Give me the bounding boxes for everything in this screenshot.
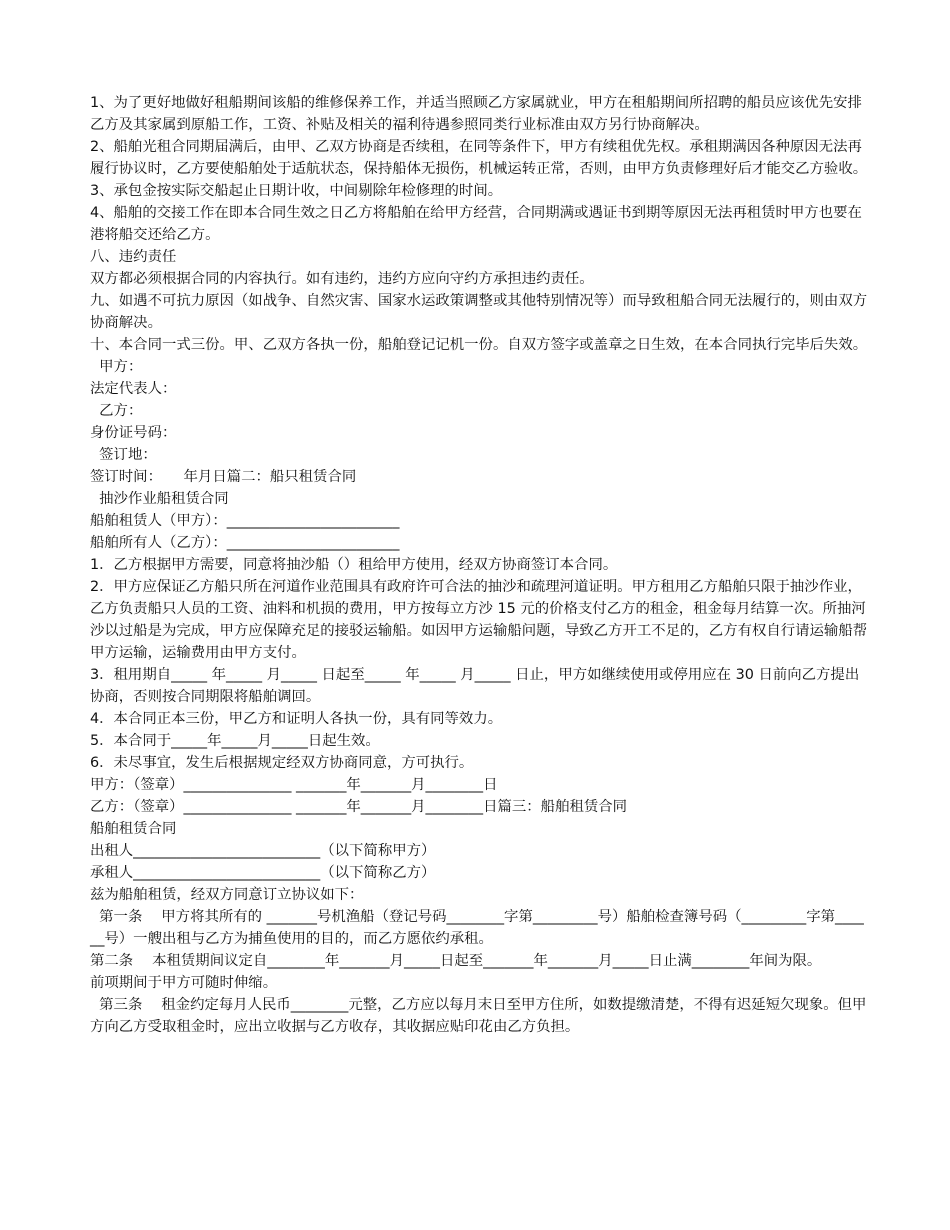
signature-place: 签订地：	[90, 447, 157, 463]
signature-line-party-a: 甲方：（签章）_______________ _______年_______月________日	[90, 777, 498, 793]
clause-4: 4．本合同正本三份，甲乙方和证明人各执一份，具有同等效力。	[90, 711, 503, 727]
lessee-line-2: 承租人__________________________（以下简称乙方）	[90, 865, 436, 881]
contract-title-ship-lease: 船舶租赁合同	[90, 821, 177, 837]
document-body	[90, 92, 881, 1038]
signature-id-number: 身份证号码：	[90, 425, 177, 441]
paragraph-copies: 十、本合同一式三份。甲、乙双方各执一份，船舶登记记机一份。自双方签字或盖章之日生效，在本合同执行完毕后失效。	[90, 337, 868, 353]
owner-line: 船舶所有人（乙方）：________________________	[90, 535, 400, 551]
contract-title-sand-dredging: 抽沙作业船租赁合同	[90, 491, 229, 507]
paragraph-breach: 双方都必须根据合同的内容执行。如有违约，违约方应向守约方承担违约责任。	[90, 271, 594, 287]
paragraph-renewal-clause: 2、船舶光租合同期届满后，由甲、乙双方协商是否续租，在同等条件下，甲方有续租优先权。承租期满因各种原因无法再履行协议时，乙方要使船舶处于适航状态，保持船体无损伤，机械运转正常，否则，由甲方负责修理好后才能交乙方验收。	[90, 139, 868, 177]
signature-legal-rep: 法定代表人：	[90, 381, 177, 397]
clause-2: 2．甲方应保证乙方船只所在河道作业范围具有政府许可合法的抽沙和疏理河道证明。甲方租用乙方船舶只限于抽沙作业，乙方负责船只人员的工资、油料和机损的费用，甲方按每立方沙 15 元的价格支付乙方的租金，租金每月结算一次。所抽河沙以过船是为完成，甲方应保障充足的接驳运输船。如因甲方运输船问题，导致乙方开工不足的，乙方有权自行请运输船帮甲方运输，运输费用由甲方支付。	[90, 579, 868, 661]
clause-6: 6．未尽事宜，发生后根据规定经双方协商同意，方可执行。	[90, 755, 474, 771]
clause-3: 3．租用期自_____ 年_____ 月_____ 日起至_____ 年_____ 月_____ 日止，甲方如继续使用或停用应在 30 日前向乙方提出协商，否则按合同期限将船舶调回。	[90, 667, 860, 705]
signature-date-and-part-two-title: 签订时间： 年月日篇二：船只租赁合同	[90, 469, 357, 485]
lessor-line: 出租人__________________________（以下简称甲方）	[90, 843, 436, 859]
signature-line-party-b: 乙方：（签章）_______________ _______年_______月________日篇三：船舶租赁合同	[90, 799, 628, 815]
paragraph-force-majeure: 九、如遇不可抗力原因（如战争、自然灾害、国家水运政策调整或其他特别情况等）而导致租船合同无法履行的，则由双方协商解决。	[90, 293, 868, 331]
article-2: 第二条 本租赁期间议定自________年_______月_____日起至_______年_______月_____日止满________年间为限。	[90, 953, 822, 969]
article-2-note: 前项期间于甲方可随时伸缩。	[90, 975, 278, 991]
agreement-intro: 兹为船舶租赁，经双方同意订立协议如下：	[90, 887, 364, 903]
signature-party-b: 乙方：	[90, 403, 143, 419]
article-3: 第三条 租金约定每月人民币________元整，乙方应以每月末日至甲方住所，如数提缴清楚，不得有迟延短欠现象。但甲方向乙方受取租金时，应出立收据与乙方收存，其收据应贴印花由乙方负担。	[90, 997, 867, 1035]
lessee-line: 船舶租赁人（甲方）：________________________	[90, 513, 400, 529]
signature-party-a: 甲方：	[90, 359, 143, 375]
section-heading-breach: 八、违约责任	[90, 249, 177, 265]
paragraph-payment-clause: 3、承包金按实际交船起止日期计收，中间剔除年检修理的时间。	[90, 183, 503, 199]
paragraph-maintenance-clause: 1、为了更好地做好租船期间该船的维修保养工作，并适当照顾乙方家属就业，甲方在租船期间所招聘的船员应该优先安排乙方及其家属到原船工作，工资、补贴及相关的福利待遇参照同类行业标准由双方另行协商解决。	[90, 95, 862, 133]
clause-5: 5．本合同于_____年_____月_____日起生效。	[90, 733, 380, 749]
paragraph-handover-clause: 4、船舶的交接工作在即本合同生效之日乙方将船舶在给甲方经营，合同期满或遇证书到期等原因无法再租赁时甲方也要在 港将船交还给乙方。	[90, 205, 881, 243]
clause-1: 1．乙方根据甲方需要，同意将抽沙船（）租给甲方使用，经双方协商签订本合同。	[90, 557, 618, 573]
article-1: 第一条 甲方将其所有的 _______号机渔船（登记号码________字第_________号）船舶检查簿号码（_________字第______号）一艘出租与乙方为捕鱼使用的目的，而乙方愿依约承租。	[90, 909, 864, 947]
